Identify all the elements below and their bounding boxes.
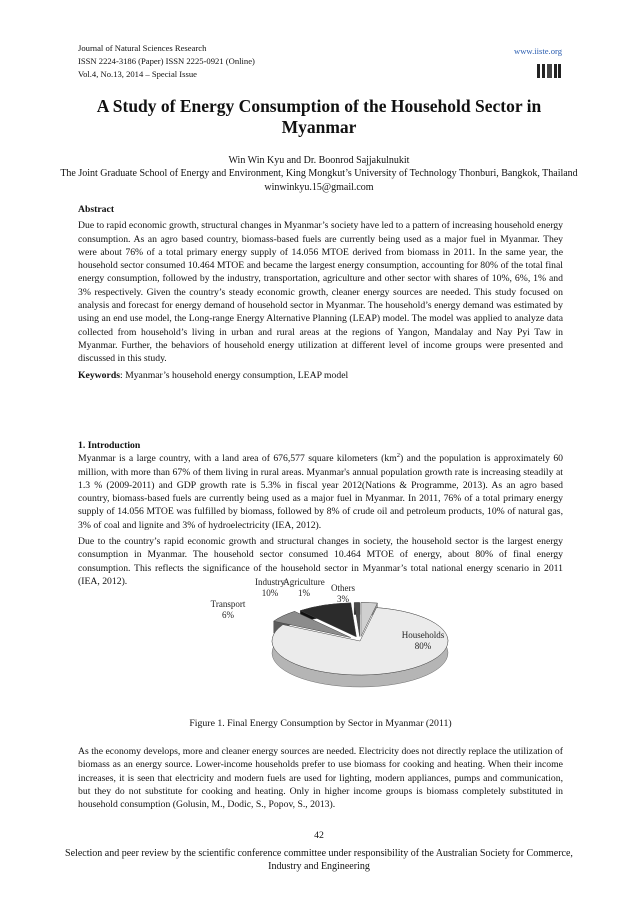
- author-names: Win Win Kyu and Dr. Boonrod Sajjakulnukit: [228, 155, 410, 166]
- keywords-text: : Myanmar’s household energy consumption, LEAP model: [119, 369, 349, 381]
- author-email: winwinkyu.15@gmail.com: [264, 181, 374, 193]
- pie-label-households: Households: [401, 630, 445, 640]
- footer-note: Selection and peer review by the scientific conference committee under responsibility of the Australian Society for Commerce, Industry and Engineering: [65, 848, 573, 873]
- keywords-line: [78, 369, 563, 382]
- abstract-text: Due to rapid economic growth, structural changes in Myanmar’s society have led to a pattern of increasing household energy consumption. As an agro based country, biomass-based fuels are currently being used as a major fuel in Myanmar. They were about 76% of a total primary energy supply of 14.056 MTOE derived from biomass in 2011. In the same year, the household sector consumed 10.464 MTOE and became the largest energy consumption, accounting for 80% of the total final energy consumption, followed by the industry, transportation, agriculture and other sector with shares of 10%, 6%, 1% and 3% respectively. Given the country’s steady economic growth, cleaner energy sources are needed. This study focused on analysis and forecast for energy demand of household sector in Myanmar. The household’s energy demand was estimated by using an end use model, the Long-range Energy Alternative Planning (LEAP) model. The model was applied to analyze data collected from household’s living in urban and rural areas at the regions of Yangon, Mandalay and Nay Pyi Taw in Myanmar. Further, the behaviors of household energy utilization at different level of income groups were presented and discussed in this study.: [78, 220, 563, 365]
- superscript: 2: [396, 452, 401, 460]
- pie-label-transport: Transport: [210, 599, 246, 609]
- pie-value-others: 3%: [337, 594, 349, 604]
- intro-paragraph-2: Due to the country’s rapid economic growth and structural changes in society, the household sector is the largest energy consumption in Myanmar. The household sector consumed 10.464 MTOE of energy, about 80% of final energy consumption. This reflects the significance of the household sector in Myanmar’s total national energy scenario in 2011 (IEA, 2012).: [78, 536, 563, 587]
- energy-pie-chart: [200, 575, 480, 705]
- pie-value-industry: 10%: [261, 588, 279, 598]
- journal-name: Journal of Natural Sciences Research: [78, 43, 207, 53]
- keywords-label: Keywords: [78, 369, 120, 381]
- journal-volume: Vol.4, No.13, 2014 – Special Issue: [78, 69, 197, 79]
- pie-label-agriculture: Agriculture: [283, 577, 325, 587]
- pie-value-transport: 6%: [222, 610, 234, 620]
- iiste-logo: [536, 60, 562, 82]
- introduction-section: [78, 439, 563, 588]
- pie-label-industry: Industry: [255, 577, 285, 587]
- intro-paragraph-3: As the economy develops, more and cleaner energy sources are needed. Electricity does not directly replace the utilization of biomass as an energy source. Lower-income households prefer to use biomass for cooking and heating. When their income increases, it is seen that electricity and modern fuels are used for lighting, modern appliances, pumps and communication, but they do not substitute for cooking and heating. Only in higher income groups is biomass completely substituted in household consumption (Golusin, M., Dodic, S., Popov, S., 2013).: [78, 746, 563, 811]
- author-affiliation: The Joint Graduate School of Energy and Environment, King Mongkut’s University of Technology Thonburi, Bangkok, Thailand: [60, 168, 578, 180]
- pie-label-others: Others: [331, 583, 355, 593]
- figure-caption: Figure 1. Final Energy Consumption by Sector in Myanmar (2011): [189, 718, 452, 729]
- journal-issn: ISSN 2224-3186 (Paper) ISSN 2225-0921 (Online): [78, 56, 255, 66]
- pie-value-agriculture: 1%: [298, 588, 310, 598]
- pie-value-households: 80%: [414, 641, 432, 651]
- abstract-section: [78, 203, 563, 382]
- intro-heading: 1. Introduction: [78, 440, 141, 451]
- paper-title: A Study of Energy Consumption of the Household Sector in Myanmar: [96, 96, 542, 137]
- page-number: 42: [314, 830, 324, 841]
- intro-paragraph-1: Myanmar is a large country, with a land area of 676,577 square kilometers $(km^2)$ and the population is approximately 60 million, with more than 67% of them living in rural areas. Myanmar's annual population growth rate is increasing steadily at 1.3 % (2009-2011) and GDP growth rate is 5.3% in fiscal year 2012(Nations & Programme, 2013). As an agro based country, biomass-based fuels are currently being used as a major fuel in Myanmar. In 2011, 76% of a total primary energy supply of 14.056 MTOE was fulfilled by biomass, followed by 8% of crude oil and petroleum products, 10% of natural gas, 3% of coal and lignite and 3% of hydroelectricity (IEA, 2012).: [78, 452, 564, 531]
- abstract-heading: Abstract: [78, 204, 115, 215]
- author-block: [60, 154, 578, 194]
- journal-url[interactable]: www.iiste.org: [514, 46, 562, 56]
